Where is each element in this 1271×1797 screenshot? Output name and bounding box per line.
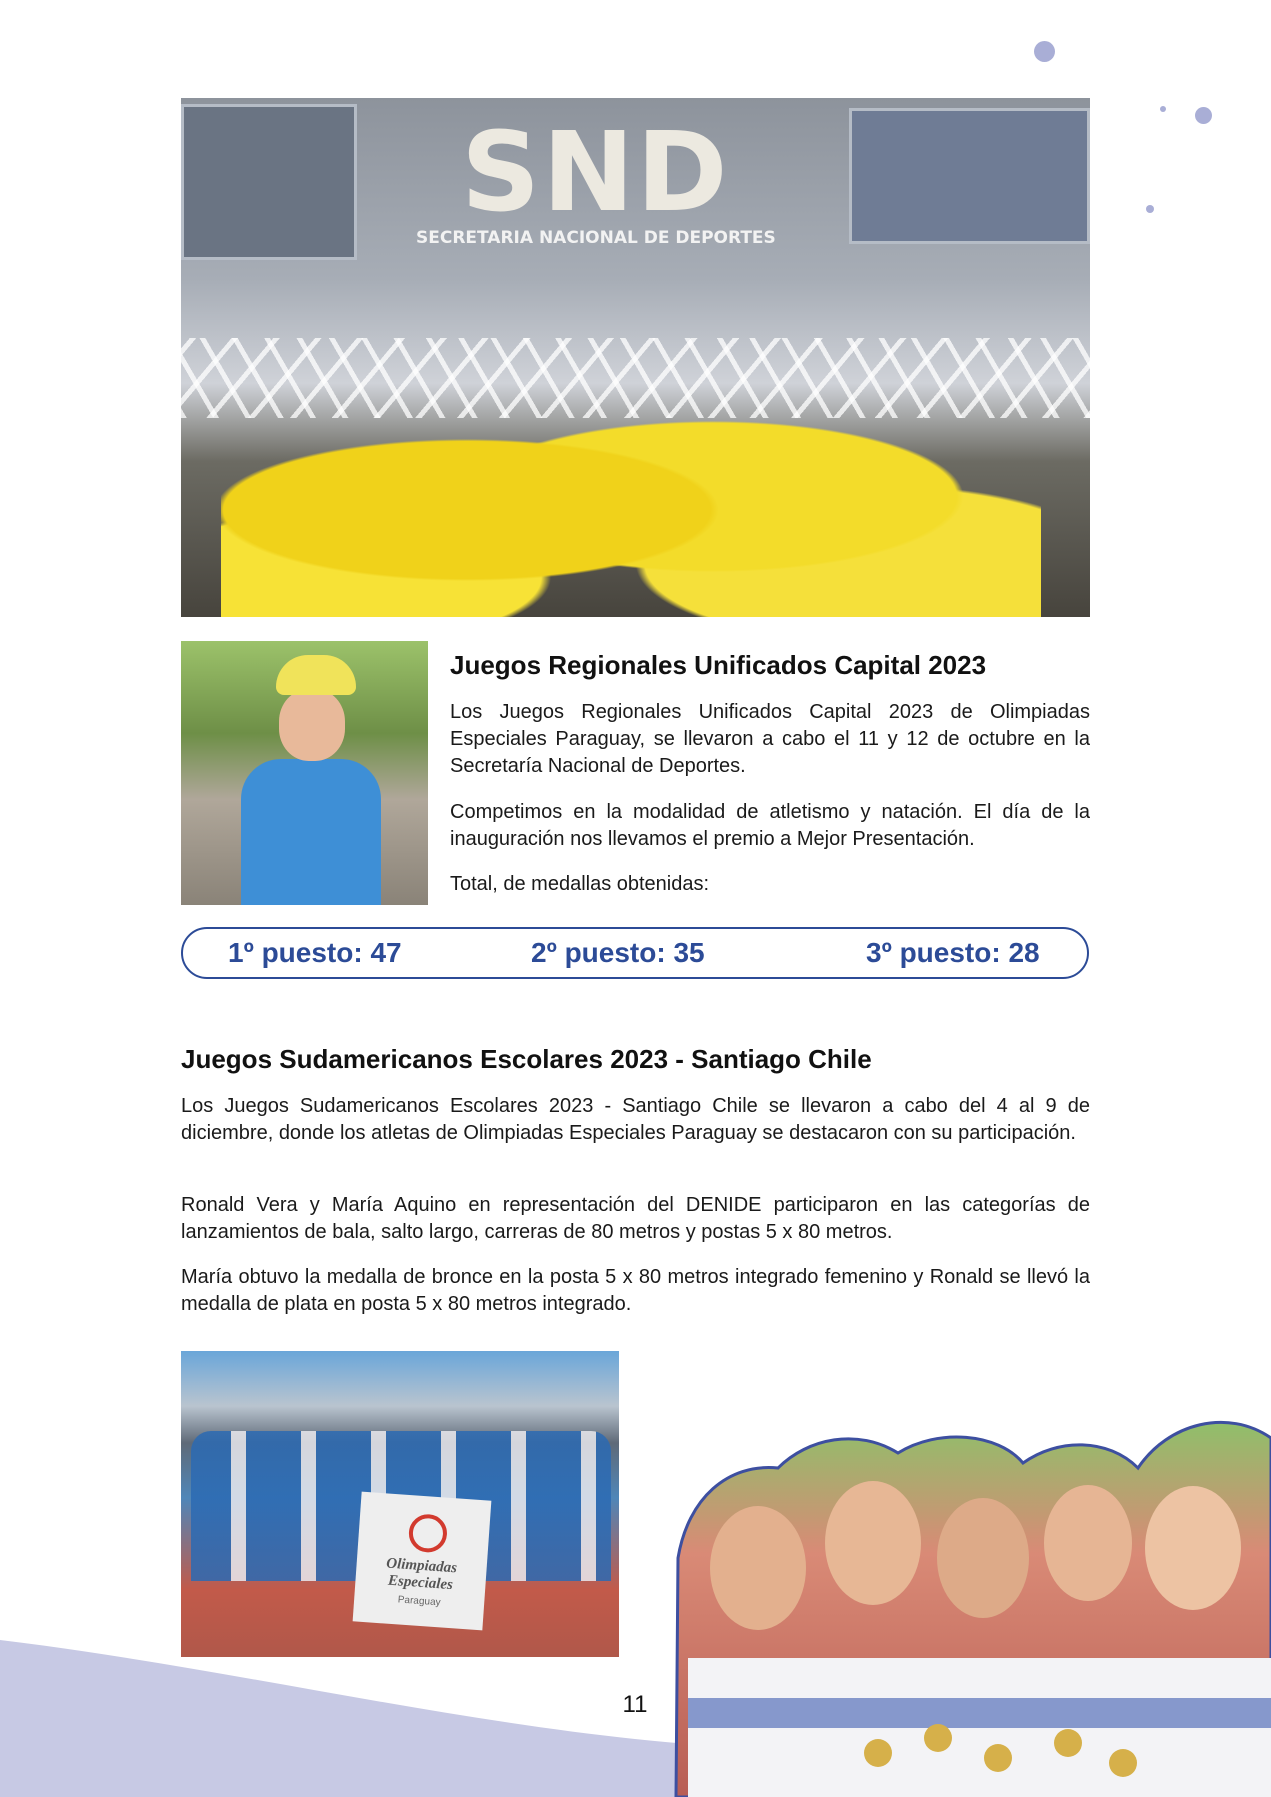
flag-subtext: Paraguay (397, 1594, 441, 1609)
paragraph: María obtuvo la medalla de bronce en la posta 5 x 80 metros integrado femenino y Ronald se llevó la medalla de plata en posta 5 x 80 metros integrado. (181, 1266, 1090, 1315)
photo-face (279, 689, 345, 761)
photo-snd-building-group (181, 98, 1090, 617)
paragraph: Total, de medallas obtenidas: (450, 873, 710, 895)
medal-first-place: 1º puesto: 47 (228, 937, 402, 968)
section-title-sudamericanos: Juegos Sudamericanos Escolares 2023 - Santiago Chile (181, 1044, 872, 1074)
medal-third-place: 3º puesto: 28 (866, 937, 1040, 968)
paragraph: Competimos en la modalidad de atletismo y natación. El día de la inauguración nos llevamos el premio a Mejor Presentación. (450, 801, 1090, 850)
photo-screen-right (849, 108, 1090, 244)
photo-athlete-girl (181, 641, 428, 905)
photo-crowd-balloons (221, 348, 1041, 617)
photo-cap (276, 655, 356, 695)
building-subtitle: SECRETARIA NACIONAL DE DEPORTES (416, 228, 776, 248)
medal-second-place: 2º puesto: 35 (531, 937, 705, 968)
flag-logo-icon (408, 1513, 449, 1554)
flag-text: Olimpiadas Especiales (385, 1555, 458, 1594)
photo-team-stadium (181, 1351, 619, 1657)
medal-summary-box (181, 927, 1089, 979)
paragraph: Los Juegos Regionales Unificados Capital 2023 de Olimpiadas Especiales Paraguay, se llevaron a cabo el 11 y 12 de octubre en la Secretaría Nacional de Deportes. (450, 701, 1090, 777)
decor-dot (1195, 107, 1212, 124)
decor-dot (1146, 205, 1154, 213)
paragraph: Los Juegos Sudamericanos Escolares 2023 - Santiago Chile se llevaron a cabo del 4 al 9 de diciembre, donde los atletas de Olimpiadas Especiales Paraguay se destacaron con su participación. (181, 1095, 1090, 1144)
building-logo: SND (461, 108, 730, 236)
page-number: 11 (622, 1691, 648, 1718)
photo-flag (353, 1492, 492, 1631)
decor-dot (1160, 106, 1166, 112)
photo-medal-girls (668, 1408, 1271, 1797)
photo-shirt (241, 759, 381, 905)
section-title-regionales: Juegos Regionales Unificados Capital 2023 (450, 650, 987, 680)
paragraph: Ronald Vera y María Aquino en representación del DENIDE participaron en las categorías de lanzamientos de bala, salto largo, carreras de 80 metros y postas 5 x 80 metros. (181, 1194, 1090, 1243)
decor-dot (1034, 41, 1055, 62)
photo-screen-left (181, 104, 357, 260)
